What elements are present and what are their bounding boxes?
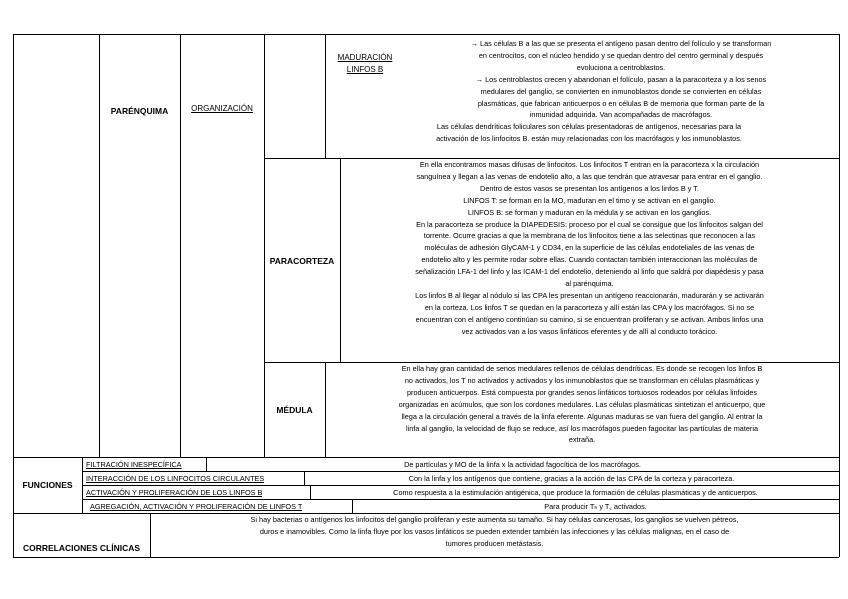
- paracorteza-line: En la paracorteza se produce la DIAPEDESIS: proceso por el cual se consigue que los linfocitos salgan del: [416, 219, 763, 229]
- paracorteza-line: Los linfos B al llegar al nódulo si las CPA les presentan un antígeno reaccionarán, madurarán y se activarán: [415, 290, 764, 300]
- parenquima-heading: PARÉNQUIMA: [110, 106, 169, 116]
- funcion-name: INTERACCIÓN DE LOS LINFOCITOS CIRCULANTES: [86, 474, 265, 483]
- maduracion-line: evoluciona a centroblastos.: [576, 62, 666, 72]
- medula-line: producen anticuerpos. Está compuesta por grandes senos linfáticos tortuosos rodeados por células linfoides: [406, 387, 758, 397]
- paracorteza-line: Dentro de estos vasos se presentan los antígenos a los linfos B y T.: [480, 183, 699, 193]
- maduracion-line: en centrocitos, con el núcleo hendido y se quedan dentro del centro germinal y después: [478, 50, 764, 60]
- funcion-name: ACTIVACIÓN Y PROLIFERACIÓN DE LOS LINFOS B: [86, 488, 263, 497]
- paracorteza-line: al parénquima.: [565, 279, 614, 289]
- correlaciones-line: duros e inamovibles. Como la linfa fluye por los vasos linfáticos se pueden extender también las infecciones y las células malignas, en el caso de: [259, 526, 730, 536]
- maduracion-line: activación de los linfocitos B. están muy relacionadas con los macrófagos y los inmunoblastos.: [436, 133, 742, 143]
- funcion-name: AGREGACIÓN, ACTIVACIÓN Y PROLIFERACIÓN DE LINFOS T: [90, 502, 303, 511]
- correlaciones-line: tumores producen metástasis.: [445, 538, 544, 548]
- paracorteza-line: señalización LFA-1 del linfo y las ICAM-1 del endotelio, deteniendo al linfo que saldrá por diapédesis y pasa: [415, 267, 764, 277]
- paracorteza-line: LINFOS B: se forman y maduran en la médula y se activan en los ganglios.: [467, 207, 712, 217]
- maduracion-heading-line2: LINFOS B: [346, 65, 384, 74]
- maduracion-line: plasmáticas, que fabrican anticuerpos o en células B de memoria que forman parte de la: [477, 98, 765, 108]
- paracorteza-line: vez activados van a los vasos linfáticos eferentes y de allí al conducto torácico.: [461, 326, 718, 336]
- maduracion-line: → Las células B a las que se presenta el antígeno pasan dentro del folículo y se transforman: [470, 39, 772, 48]
- paracorteza-line: endotelio alto y les permite rodar sobre ellas. Cuando contactan también interaccionan las moléculas de: [421, 255, 758, 265]
- funcion-desc: Con la linfa y los antígenos que contiene, gracias a la acción de las CPA de la corteza y paracorteza.: [408, 474, 735, 483]
- maduracion-heading-line1: MADURACIÓN: [337, 53, 393, 62]
- maduracion-text-extra: [340, 121, 838, 145]
- paracorteza-line: en la corteza. Los linfos T se quedan en la paracorteza y allí están las CPA y los macrófagos. Si no se: [424, 302, 755, 312]
- maduracion-line: → Los centroblastos crecen y abandonan el folículo, pasan a la paracorteza y a los senos: [475, 74, 767, 84]
- paracorteza-line: sanguínea y llegan a las venas de endotelio alto, a las que tendrán que atravesar para entrar en el ganglio.: [416, 171, 763, 181]
- correlaciones-heading: CORRELACIONES CLÍNICAS: [22, 543, 141, 553]
- funcion-desc: De partículas y MO de la linfa x la actividad fagocítica de los macrófagos.: [404, 460, 641, 469]
- maduracion-text: [404, 38, 838, 121]
- maduracion-heading: [325, 52, 405, 76]
- paracorteza-line: En ella encontramos masas difusas de linfocitos. Los linfocitos T entran en la paracorteza x la circulación: [419, 160, 760, 169]
- paracorteza-heading: PARACORTEZA: [269, 256, 335, 266]
- medula-line: linfa al ganglio, la velocidad de flujo se reduce, así los macrófagos pueden fagocitar las partículas de materia: [405, 423, 759, 433]
- medula-line: extraña.: [568, 435, 596, 445]
- medula-heading: MÉDULA: [276, 405, 313, 415]
- paracorteza-line: moléculas de adhesión GlyCAM-1 y CD34, en la superficie de las células endoteliales de las venas de: [424, 243, 755, 253]
- paracorteza-line: LINFOS T: se forman en la MO, maduran en el timo y se activan en el ganglio.: [463, 195, 716, 205]
- correlaciones-text: [151, 514, 838, 550]
- medula-line: no activados, los T no activados y activados y los inmunoblastos que se transforman en células plasmáticas y: [404, 375, 760, 385]
- funcion-name: FILTRACIÓN INESPECÍFICA: [86, 460, 182, 469]
- organizacion-heading: ORGANIZACIÓN: [191, 104, 253, 113]
- maduracion-line: Las células dendríticas foliculares son células presentadoras de antígenos, necesarias para la: [436, 122, 742, 131]
- maduracion-line: inmunidad adquirida. Van acompañadas de macrófagos.: [529, 110, 713, 120]
- correlaciones-line: Si hay bacterias o antígenos los linfocitos del ganglio proliferan y este aumenta su tamaño. Si hay células cancerosas, los ganglios se vuelven pétreos,: [250, 515, 739, 524]
- medula-text: [326, 363, 838, 446]
- medula-line: En ella hay gran cantidad de senos medulares rellenos de células dendríticas. Es donde se recogen los linfos B: [401, 364, 763, 373]
- funcion-desc: Para producir Tₕ y T꜀ activados.: [544, 502, 647, 511]
- paracorteza-line: torrente. Ocurre gracias a que la membrana de los linfocitos tiene a las selectinas que reconocen a las: [423, 231, 756, 241]
- medula-line: llega a la circulación general a través de la linfa eferente. Algunas maduras se van fuera del ganglio. Al entrar la: [401, 411, 763, 421]
- paracorteza-text: [341, 159, 838, 338]
- paracorteza-line: encuentran con el antígeno continúan su camino, si se encuentran proliferan y se activan. Ambos linfos una: [415, 314, 764, 324]
- funcion-desc: Como respuesta a la estimulación antigénica, que produce la formación de células plasmáticas y de anticuerpos.: [393, 488, 758, 497]
- funciones-heading: FUNCIONES: [22, 480, 73, 490]
- maduracion-line: medulares del ganglio, se convierten en inmunoblastos donde se convierten en células: [480, 86, 762, 96]
- medula-line: organizadas en acúmulos, que son los cordones medulares. Las células plasmáticas sintetizan el anticuerpo, que: [398, 399, 766, 409]
